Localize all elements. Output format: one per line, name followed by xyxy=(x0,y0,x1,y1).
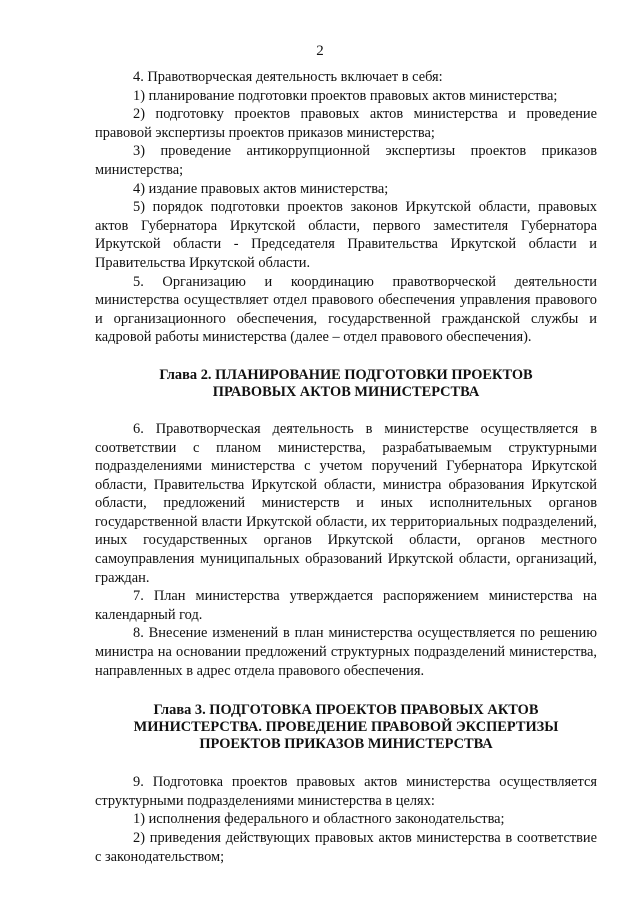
document-body xyxy=(95,68,597,866)
paragraph-4-item-2: 2) подготовку проектов правовых актов министерства и проведение правовой экспертизы проектов приказов министерства; xyxy=(95,106,597,141)
chapter-3-heading-line-2: МИНИСТЕРСТВА. ПРОВЕДЕНИЕ ПРАВОВОЙ ЭКСПЕРТИЗЫ xyxy=(133,719,559,736)
chapter-3-heading-line-1: Глава 3. ПОДГОТОВКА ПРОЕКТОВ ПРАВОВЫХ АКТОВ xyxy=(153,702,539,719)
chapter-3-heading-line-3: ПРОЕКТОВ ПРИКАЗОВ МИНИСТЕРСТВА xyxy=(199,736,493,753)
paragraph-8: 8. Внесение изменений в план министерства осуществляется по решению министра на основании предложений структурных подразделений министерства, направленных в адрес отдела правового обеспечения. xyxy=(95,625,597,679)
paragraph-4: 4. Правотворческая деятельность включает в себя: xyxy=(133,69,443,85)
chapter-3-heading xyxy=(95,702,597,753)
paragraph-4-item-5: 5) порядок подготовки проектов законов Иркутской области, правовых актов Губернатора Иркутской области, первого заместителя Губернатора Иркутской области - Председателя Правительства Иркутской области и Правительства Иркутской области. xyxy=(95,199,597,271)
paragraph-7: 7. План министерства утверждается распоряжением министерства на календарный год. xyxy=(95,588,597,623)
chapter-2-heading-line-1: Глава 2. ПЛАНИРОВАНИЕ ПОДГОТОВКИ ПРОЕКТОВ xyxy=(159,366,533,383)
chapter-2-heading-line-2: ПРАВОВЫХ АКТОВ МИНИСТЕРСТВА xyxy=(212,383,480,400)
paragraph-9-item-2: 2) приведения действующих правовых актов министерства в соответствие с законодательством; xyxy=(95,830,597,865)
paragraph-4-item-1: 1) планирование подготовки проектов правовых актов министерства; xyxy=(133,87,558,104)
chapter-2-heading xyxy=(95,367,597,401)
page-number: 2 xyxy=(316,43,324,59)
paragraph-6: 6. Правотворческая деятельность в министерстве осуществляется в соответствии с планом министерства, разрабатываемым структурными подразделениями министерства с учетом поручений Губернатора Иркутской области, Правительства Иркутской области, министра образования Иркутской области, предложений министерств и иных исполнительных органов государственной власти Иркутской области, их территориальных подразделений, иных государственных органов Иркутской области, органов местного самоуправления муниципальных образований Иркутской области, организаций, граждан. xyxy=(95,420,597,586)
paragraph-9-item-1: 1) исполнения федерального и областного законодательства; xyxy=(133,811,505,828)
paragraph-4-item-4: 4) издание правовых актов министерства; xyxy=(133,180,389,197)
paragraph-5: 5. Организацию и координацию правотворческой деятельности министерства осуществляет отдел правового обеспечения управления правового и организационного обеспечения, государственной гражданской службы и кадровой работы министерства (далее – отдел правового обеспечения). xyxy=(95,273,597,346)
paragraph-9: 9. Подготовка проектов правовых актов министерства осуществляется структурными подразделениями министерства в целях: xyxy=(95,774,597,809)
paragraph-4-item-3: 3) проведение антикоррупционной экспертизы проектов приказов министерства; xyxy=(95,143,597,178)
